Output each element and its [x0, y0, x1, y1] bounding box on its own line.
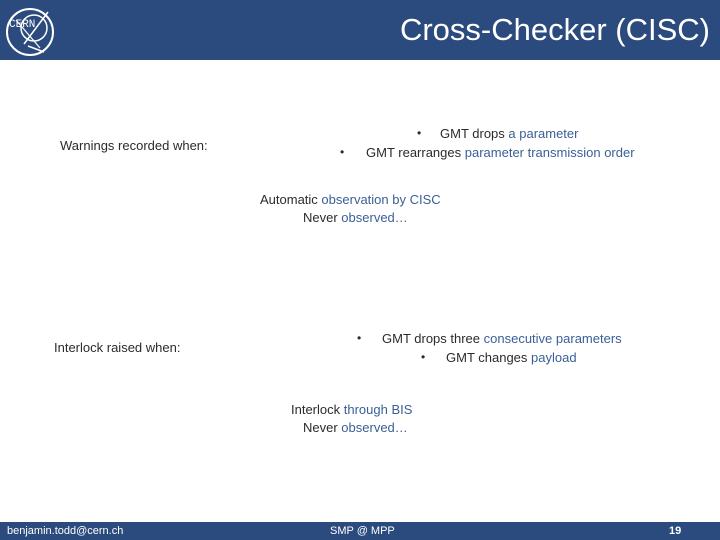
interlock-never-observed: [303, 419, 408, 437]
slide-title: Cross-Checker (CISC): [399, 12, 710, 47]
cern-logo: [4, 6, 56, 58]
warning-item-1: [440, 125, 578, 143]
warning-observation-rest: observation by CISC: [321, 192, 441, 207]
interlock-item-2-rest: payload: [531, 350, 577, 365]
interlock-observation-lead: Interlock: [291, 402, 344, 417]
bullet-icon: •: [357, 331, 362, 345]
footer-email: benjamin.todd@cern.ch: [7, 525, 124, 537]
warning-never-rest: observed…: [341, 210, 408, 225]
page-number: 19: [669, 525, 682, 537]
warning-item-2: [366, 144, 635, 162]
warning-item-2-rest: parameter transmission order: [464, 145, 635, 160]
bullet-icon: •: [417, 126, 422, 140]
slide-header: [0, 0, 720, 60]
bullet-icon: •: [340, 145, 345, 159]
interlock-item-1-lead: GMT drops three: [382, 331, 484, 346]
warning-observation-lead: Automatic: [260, 192, 322, 207]
interlock-item-1: [382, 330, 622, 348]
footer-event: SMP @ MPP: [330, 525, 395, 537]
warning-item-1-rest: a parameter: [508, 126, 579, 141]
warning-observation: [260, 191, 441, 209]
interlock-observation: [291, 401, 412, 419]
slide-footer: [0, 522, 720, 540]
interlock-observation-rest: through BIS: [343, 402, 413, 417]
interlock-item-1-rest: consecutive parameters: [483, 331, 622, 346]
warnings-label: Warnings recorded when:: [60, 138, 208, 153]
interlock-never-rest: observed…: [341, 420, 408, 435]
warning-never-lead: Never: [303, 210, 342, 225]
warning-item-2-lead: GMT rearranges: [366, 145, 465, 160]
interlock-label: Interlock raised when:: [54, 340, 181, 355]
cern-logo-text: CERN: [9, 19, 36, 31]
interlock-item-2-lead: GMT changes: [446, 350, 532, 365]
warning-never-observed: [303, 209, 408, 227]
interlock-never-lead: Never: [303, 420, 342, 435]
interlock-item-2: [446, 349, 577, 367]
bullet-icon: •: [421, 350, 426, 364]
warning-item-1-lead: GMT drops: [440, 126, 509, 141]
